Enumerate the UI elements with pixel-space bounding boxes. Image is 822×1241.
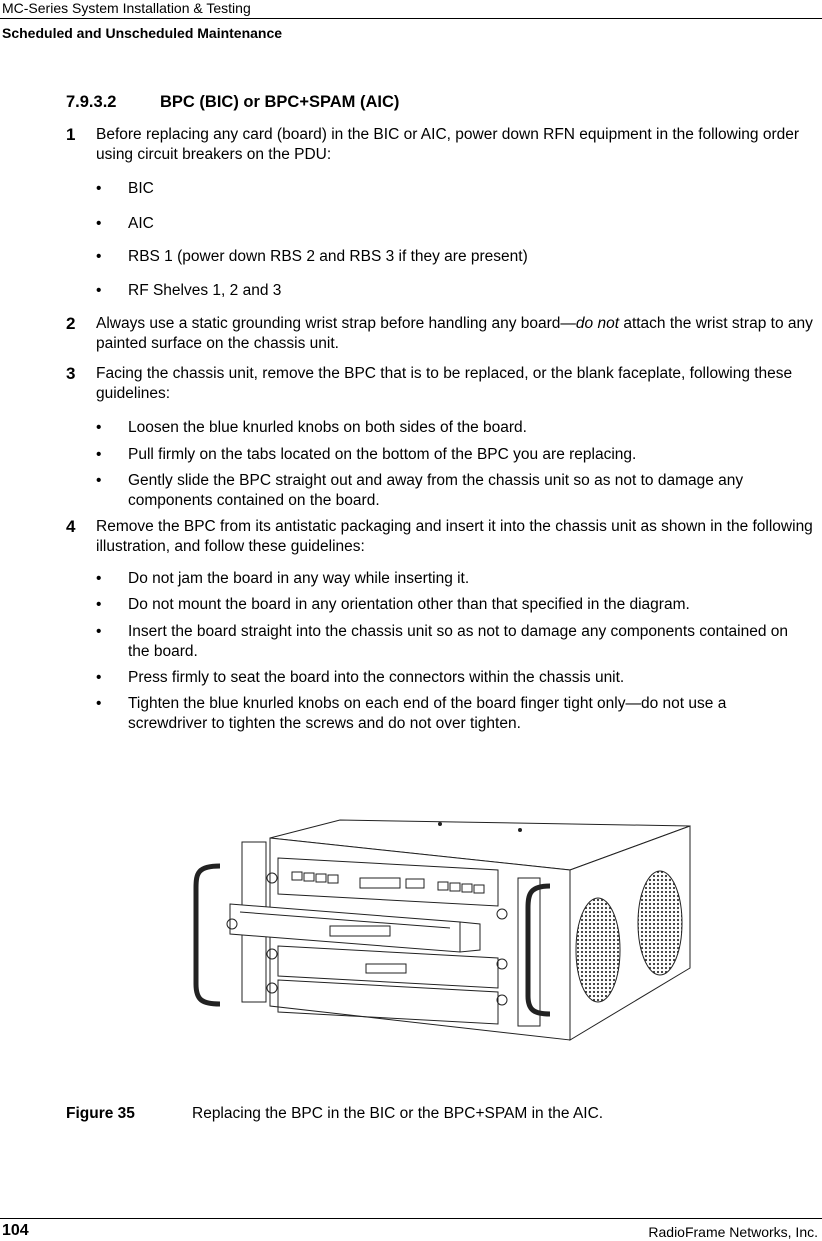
bullet-icon: • bbox=[96, 282, 102, 299]
step-text: Before replacing any card (board) in the BIC or AIC, power down RFN equipment in the following order using circuit breakers on the PDU: bbox=[96, 126, 800, 163]
left-handle bbox=[196, 866, 220, 1004]
step-text: Remove the BPC from its antistatic packaging and insert it into the chassis unit as shown in the following illustration, and follow these guidelines: bbox=[96, 518, 813, 555]
section-number: 7.9.3.2 bbox=[66, 93, 117, 111]
bullet-icon: • bbox=[96, 180, 102, 197]
section-heading bbox=[66, 93, 399, 112]
step-text: Always use a static grounding wrist strap before handling any board—do not attach the wrist strap to any painted surface on the chassis unit. bbox=[96, 315, 813, 352]
bullet-icon: • bbox=[96, 596, 102, 613]
running-header-title: MC-Series System Installation & Testing bbox=[2, 0, 251, 16]
fan-grille-right bbox=[638, 871, 682, 975]
step-number: 4 bbox=[66, 517, 76, 536]
bullet-icon: • bbox=[96, 472, 102, 489]
bullet-icon: • bbox=[96, 695, 102, 712]
step-text: Facing the chassis unit, remove the BPC that is to be replaced, or the blank faceplate, following these guidelines: bbox=[96, 365, 793, 402]
step-number: 1 bbox=[66, 125, 76, 144]
bullet-icon: • bbox=[96, 669, 102, 686]
figure-caption: Replacing the BPC in the BIC or the BPC+SPAM in the AIC. bbox=[192, 1105, 604, 1122]
section-title: BPC (BIC) or BPC+SPAM (AIC) bbox=[160, 93, 400, 111]
emphasis: do not bbox=[575, 315, 620, 332]
bullet-icon: • bbox=[96, 215, 102, 232]
page-number: 104 bbox=[2, 1222, 29, 1239]
bullet-icon: • bbox=[96, 248, 102, 265]
running-header-subtitle: Scheduled and Unscheduled Maintenance bbox=[2, 25, 283, 41]
fan-grille-left bbox=[576, 898, 620, 1002]
bullet-icon: • bbox=[96, 446, 102, 463]
bullet-icon: • bbox=[96, 623, 102, 640]
header-divider bbox=[0, 18, 822, 19]
step-number: 2 bbox=[66, 314, 76, 333]
bullet-icon: • bbox=[96, 419, 102, 436]
figure-label: Figure 35 bbox=[66, 1105, 135, 1122]
footer-divider bbox=[0, 1218, 822, 1219]
step-number: 3 bbox=[66, 364, 76, 383]
chassis-illustration bbox=[180, 778, 700, 1048]
bullet-icon: • bbox=[96, 570, 102, 587]
company-name: RadioFrame Networks, Inc. bbox=[648, 1224, 818, 1240]
